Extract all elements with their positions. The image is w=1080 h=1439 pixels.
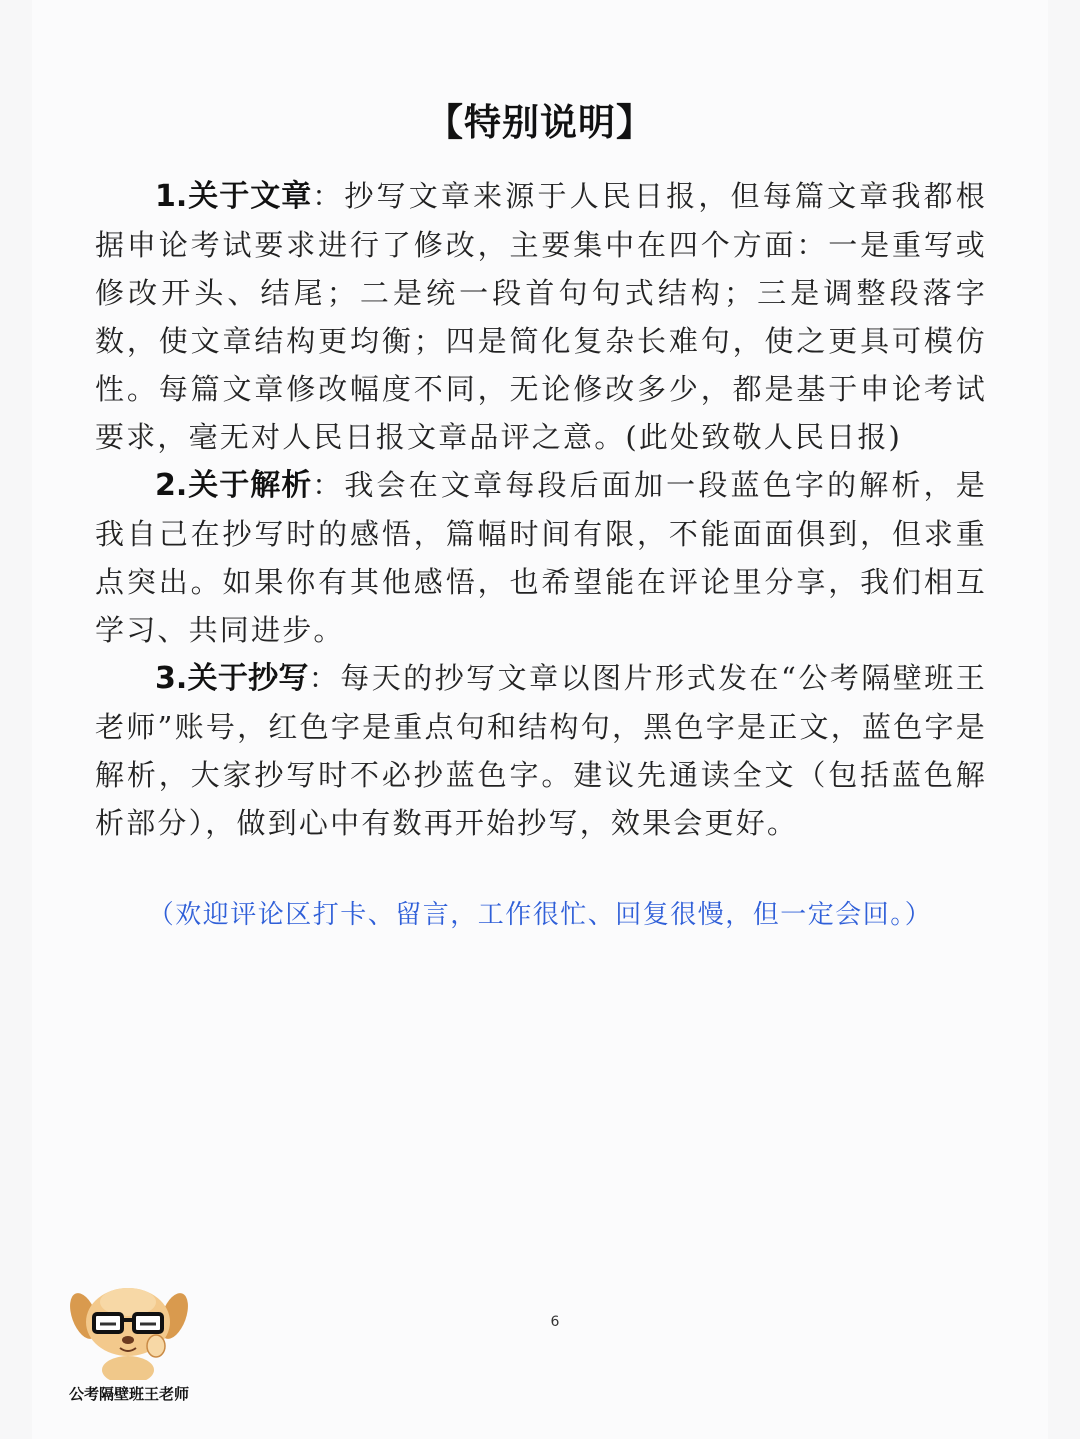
- document-body: [95, 172, 987, 847]
- page-number: 6: [550, 1314, 560, 1330]
- page-title: 【特别说明】: [426, 101, 654, 144]
- paragraph-text: ：我会在文章每段后面加一段蓝色字的解析，是我自己在抄写时的感悟，篇幅时间有限，不能面面俱到，但求重点突出。如果你有其他感悟，也希望能在评论里分享，我们相互学习、共同进步。: [95, 468, 988, 647]
- paragraph-heading: 3.关于抄写: [155, 661, 309, 696]
- dog-mascot-icon: [70, 1280, 188, 1380]
- brand-name: 公考隔壁班王老师: [68, 1385, 189, 1403]
- comment-note: （欢迎评论区打卡、留言，工作很忙、回复很慢，但一定会回。）: [147, 900, 933, 930]
- paragraph-analysis: [95, 461, 987, 654]
- paragraph-article: [95, 172, 987, 461]
- paragraph-copying: [95, 654, 987, 847]
- paragraph-heading: 2.关于解析: [155, 468, 313, 503]
- paragraph-text: ：每天的抄写文章以图片形式发在“公考隔壁班王老师”账号，红色字是重点句和结构句，黑色字是正文，蓝色字是解析，大家抄写时不必抄蓝色字。建议先通读全文（包括蓝色解析部分），做到心中有数再开始抄写，效果会更好。: [95, 661, 987, 840]
- paragraph-text: ：抄写文章来源于人民日报，但每篇文章我都根据申论考试要求进行了修改，主要集中在四个方面：一是重写或修改开头、结尾；二是统一段首句句式结构；三是调整段落字数，使文章结构更均衡；四是简化复杂长难句，使之更具可模仿性。每篇文章修改幅度不同，无论修改多少，都是基于申论考试要求，毫无对人民日报文章品评之意。(此处致敬人民日报): [95, 179, 988, 454]
- paragraph-heading: 1.关于文章: [155, 179, 313, 214]
